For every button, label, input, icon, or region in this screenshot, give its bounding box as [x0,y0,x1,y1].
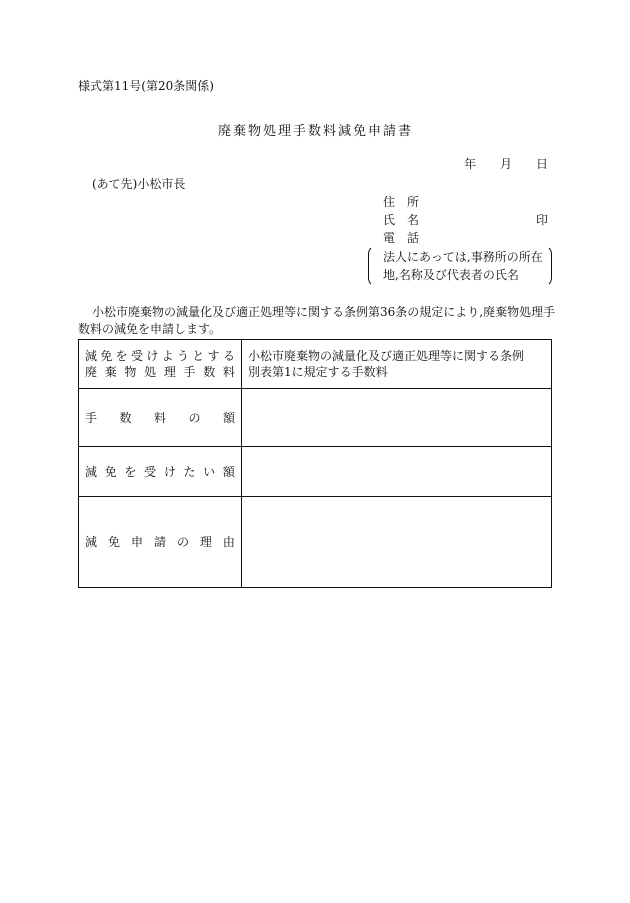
page-title: 廃棄物処理手数料減免申請書 [218,124,414,139]
date-day-label: 日 [536,157,549,171]
seal-mark: 印 [536,213,549,227]
body-text-line2: 数料の減免を申請します。 [78,322,222,336]
reason-label: 減 免 申 請 の 理 由 [79,497,242,588]
addressee: (あて先)小松市長 [92,177,186,191]
phone-label: 電 話 [383,231,419,245]
fee-type-value: 小松市廃棄物の減量化及び適正処理等に関する条例 別表第1に規定する手数料 [242,340,552,389]
corporation-note-line1: 法人にあっては,事務所の所在 [383,250,543,264]
date-year-label: 年 [464,157,477,171]
reduction-amount-field[interactable] [242,447,552,497]
fee-amount-label: 手 数 料 の 額 [79,389,242,447]
form-number: 様式第11号(第20条関係) [78,79,214,93]
address-label: 住 所 [383,195,419,209]
table-row-reason [79,497,552,588]
application-table [78,339,552,588]
date-month-label: 月 [500,157,513,171]
table-row-fee-type [79,340,552,389]
fee-amount-field[interactable] [242,389,552,447]
fee-type-label: 減 免 を 受 け よ う と す る 廃 棄 物 処 理 手 数 料 [79,340,242,389]
body-text-line1: 小松市廃棄物の減量化及び適正処理等に関する条例第36条の規定により,廃棄物処理手 [92,305,556,319]
table-row-fee-amount [79,389,552,447]
reduction-amount-label: 減 免 を 受 け た い 額 [79,447,242,497]
corporation-note-line2: 地,名称及び代表者の氏名 [383,268,519,282]
table-row-reduction-amount [79,447,552,497]
name-label: 氏 名 [383,213,419,227]
reason-field[interactable] [242,497,552,588]
